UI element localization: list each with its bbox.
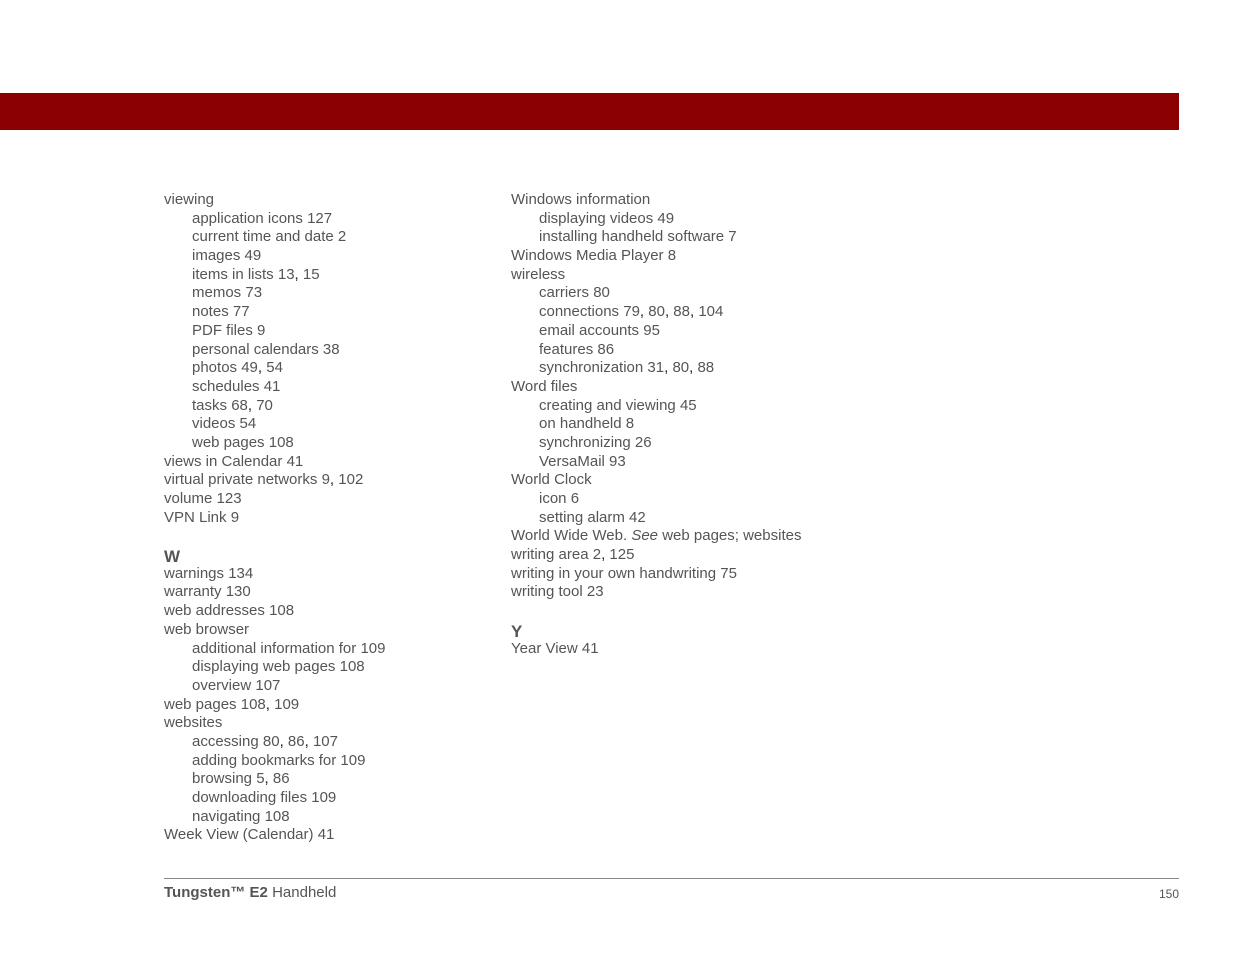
header-bar: [0, 93, 1179, 130]
page-references: [635, 434, 652, 451]
index-subentry: [511, 210, 911, 229]
page-references: [263, 733, 338, 750]
page-link[interactable]: 9: [321, 471, 330, 489]
index-term: email accounts: [539, 321, 640, 339]
page-link[interactable]: 80: [593, 284, 610, 302]
page-references: [226, 583, 251, 600]
index-subentry: [511, 509, 911, 528]
index-subentry: [511, 415, 911, 434]
index-term: tasks: [192, 396, 228, 414]
page-link[interactable]: 108: [264, 807, 290, 825]
page-link[interactable]: 9: [257, 321, 266, 339]
index-subentry: [164, 640, 494, 659]
page-link[interactable]: 80: [262, 732, 280, 750]
page-references: [322, 471, 364, 488]
page-references: [255, 677, 280, 694]
index-entry: [511, 378, 911, 397]
page-references: [256, 770, 289, 787]
page-references: [647, 359, 714, 376]
page-references: [269, 602, 294, 619]
index-term: web pages: [192, 433, 265, 451]
page-link[interactable]: 42: [629, 508, 646, 526]
page-references: [340, 752, 365, 769]
index-subentry: [164, 752, 494, 771]
index-column-left: [164, 191, 494, 845]
index-entry: [164, 565, 494, 584]
index-entry: [511, 640, 911, 659]
page-link[interactable]: 108: [269, 602, 295, 620]
page-link[interactable]: 8: [625, 415, 635, 433]
index-entry: [164, 621, 494, 640]
index-subentry: [164, 789, 494, 808]
index-term: websites: [164, 714, 223, 732]
page-references: [245, 284, 262, 301]
see-reference-label: See: [631, 527, 659, 545]
index-term: installing handheld software: [539, 228, 725, 246]
page-references: [657, 210, 674, 227]
page-references: [609, 453, 626, 470]
page-references: [257, 322, 265, 339]
page-link[interactable]: 2: [337, 228, 347, 246]
page-link[interactable]: 41: [286, 452, 304, 470]
page-link[interactable]: , 80: [640, 303, 665, 320]
page-references: [629, 509, 646, 526]
index-term: VPN Link: [164, 508, 227, 526]
index-entry: [511, 191, 911, 210]
index-subentry: [511, 397, 911, 416]
index-subentry: [164, 677, 494, 696]
page-link[interactable]: 41: [317, 826, 335, 844]
page-link[interactable]: 75: [720, 564, 737, 582]
index-entry: [164, 453, 494, 472]
page-link[interactable]: 31: [647, 359, 665, 377]
index-subentry: [511, 284, 911, 303]
page-link[interactable]: , 15: [295, 266, 320, 283]
page-references: [245, 247, 262, 264]
footer-brand: Tungsten™ E2: [164, 884, 268, 901]
page-link[interactable]: 73: [245, 284, 263, 302]
index-term: Year View: [511, 639, 578, 657]
page-link[interactable]: 93: [609, 452, 626, 470]
page-link[interactable]: 6: [570, 490, 580, 507]
index-subentry: [511, 490, 911, 509]
index-subentry: [164, 808, 494, 827]
index-letter-heading: W: [164, 547, 181, 567]
page-references: [623, 303, 723, 320]
index-subentry: [511, 228, 911, 247]
page-link[interactable]: , 70: [248, 397, 273, 414]
index-term: volume: [164, 490, 213, 507]
page-references: [593, 284, 610, 301]
page-references: [231, 509, 239, 526]
index-entry: [511, 565, 911, 584]
index-term: Windows information: [511, 191, 651, 208]
page-link[interactable]: 2: [592, 546, 602, 564]
index-term: warranty: [164, 583, 222, 601]
page-references: [323, 341, 340, 358]
page-references: [626, 415, 634, 432]
index-entry: [511, 266, 911, 285]
index-entry: [164, 714, 494, 733]
index-term: writing in your own handwriting: [511, 564, 717, 582]
page-link[interactable]: 109: [360, 639, 386, 657]
index-term: navigating: [192, 807, 261, 825]
index-subentry: [164, 359, 494, 378]
page-link[interactable]: 134: [228, 564, 254, 582]
index-term: setting alarm: [539, 508, 625, 526]
index-subentry: [164, 266, 494, 285]
index-entry: [511, 546, 911, 565]
page-references: [360, 640, 385, 657]
page-link[interactable]: 8: [667, 247, 677, 265]
page-references: [241, 696, 299, 713]
index-entry: [164, 826, 494, 845]
index-term: accessing: [192, 732, 259, 750]
index-term: views in Calendar: [164, 452, 283, 470]
footer-product: Handheld: [272, 884, 337, 901]
index-subentry: [164, 210, 494, 229]
page-link[interactable]: 49: [241, 359, 258, 377]
page-link[interactable]: , 104: [690, 303, 723, 320]
index-term: personal calendars: [192, 340, 319, 358]
index-term: Word files: [511, 377, 578, 395]
page-references: [318, 826, 335, 843]
page-link[interactable]: 49: [244, 247, 262, 265]
page-references: [287, 453, 304, 470]
page-references: [278, 266, 320, 283]
index-entry: [511, 583, 911, 602]
index-subentry: [511, 434, 911, 453]
index-term: warnings: [164, 564, 225, 582]
index-term: overview: [192, 676, 252, 694]
index-term: images: [192, 247, 241, 265]
page-link[interactable]: , 107: [305, 733, 338, 750]
page-link[interactable]: 68: [231, 396, 248, 414]
index-term: synchronizing: [539, 433, 631, 451]
page-link[interactable]: , 54: [258, 359, 283, 376]
page-link[interactable]: , 125: [601, 546, 634, 563]
index-entry: [164, 471, 494, 490]
page-references: [231, 397, 273, 414]
index-term: downloading files: [192, 789, 308, 806]
page-references: [217, 490, 242, 507]
page-link[interactable]: 108: [339, 658, 365, 676]
index-subentry: [164, 228, 494, 247]
index-entry: [164, 602, 494, 621]
page-link[interactable]: 127: [307, 209, 333, 227]
index-term: carriers: [539, 284, 590, 302]
index-term: virtual private networks: [164, 471, 318, 489]
index-term: displaying web pages: [192, 658, 336, 676]
index-term: application icons: [192, 209, 303, 227]
page-references: [307, 210, 332, 227]
index-subentry: [164, 434, 494, 453]
index-term: notes: [192, 303, 229, 321]
page-link[interactable]: 41: [263, 377, 281, 395]
index-term: additional information for: [192, 639, 357, 657]
page-link[interactable]: 26: [634, 433, 652, 451]
page-link[interactable]: 108: [268, 433, 294, 451]
index-term: connections: [539, 303, 620, 321]
index-entry: [164, 191, 494, 210]
page-link[interactable]: 23: [586, 583, 604, 601]
page-link[interactable]: , 86: [265, 770, 290, 787]
index-entry: [164, 490, 494, 509]
index-term: on handheld: [539, 415, 622, 433]
page-link[interactable]: 86: [597, 340, 615, 358]
index-term: items in lists: [192, 265, 274, 283]
page-link[interactable]: 45: [679, 396, 697, 414]
index-subentry: [511, 341, 911, 360]
page-references: [571, 490, 579, 507]
page-references: [720, 565, 737, 582]
footer-rule: [164, 878, 1179, 879]
index-subentry: [164, 397, 494, 416]
index-term: videos: [192, 415, 236, 433]
index-entry: [511, 471, 911, 490]
page-references: [338, 228, 346, 245]
index-entry: [511, 527, 911, 546]
page-link[interactable]: 13: [277, 265, 295, 283]
index-subentry: [164, 415, 494, 434]
page-link[interactable]: 109: [340, 751, 366, 769]
index-term: icon: [539, 490, 567, 507]
page-link[interactable]: 7: [728, 228, 737, 246]
page-references: [264, 378, 281, 395]
index-term: PDF files: [192, 321, 253, 339]
page-references: [643, 322, 660, 339]
page-references: [587, 583, 604, 600]
index-term: World Wide Web.: [511, 527, 628, 545]
index-term: browsing: [192, 770, 253, 788]
index-subentry: [164, 341, 494, 360]
page-number: 150: [1158, 887, 1179, 901]
page-link[interactable]: , 88: [689, 359, 714, 376]
page-references: [241, 359, 283, 376]
page-link[interactable]: 77: [232, 303, 250, 321]
page-link[interactable]: 108: [240, 695, 266, 713]
index-term: schedules: [192, 377, 260, 395]
index-term: creating and viewing: [539, 396, 676, 414]
page-link[interactable]: 9: [230, 508, 240, 526]
index-term: adding bookmarks for: [192, 751, 337, 769]
page-link[interactable]: 79: [623, 303, 640, 321]
index-term: writing area: [511, 546, 589, 564]
see-reference-target[interactable]: web pages; websites: [662, 527, 802, 545]
page-link[interactable]: 123: [216, 490, 242, 507]
index-term: features: [539, 340, 594, 358]
index-term: web addresses: [164, 602, 265, 620]
index-subentry: [511, 303, 911, 322]
page-link[interactable]: 130: [225, 583, 251, 601]
page-link[interactable]: 38: [322, 340, 340, 358]
page-link[interactable]: 49: [657, 209, 675, 227]
index-term: memos: [192, 284, 242, 302]
index-term: Week View (Calendar): [164, 826, 314, 844]
page-link[interactable]: 41: [581, 639, 599, 657]
index-term: current time and date: [192, 228, 334, 246]
index-subentry: [164, 378, 494, 397]
index-term: web pages: [164, 695, 237, 713]
page-link[interactable]: 54: [239, 415, 257, 433]
index-subentry: [164, 770, 494, 789]
page-references: [228, 565, 253, 582]
index-term: World Clock: [511, 471, 592, 489]
index-subentry: [164, 658, 494, 677]
index-term: Windows Media Player: [511, 247, 664, 265]
index-term: viewing: [164, 191, 215, 208]
index-letter-heading: Y: [511, 621, 523, 641]
index-column-right: [511, 191, 911, 658]
page-references: [233, 303, 250, 320]
page-references: [265, 808, 290, 825]
page-link[interactable]: 109: [311, 789, 337, 806]
index-term: wireless: [511, 265, 566, 283]
index-term: photos: [192, 359, 238, 377]
page-references: [728, 228, 736, 245]
index-subentry: [164, 284, 494, 303]
index-subentry: [511, 322, 911, 341]
page-link[interactable]: , 102: [330, 471, 363, 488]
index-term: displaying videos: [539, 209, 654, 227]
page-link[interactable]: , 88: [665, 303, 690, 320]
index-subentry: [164, 303, 494, 322]
page-references: [340, 658, 365, 675]
index-term: synchronization: [539, 359, 644, 377]
index-subentry: [164, 733, 494, 752]
index-entry: [164, 696, 494, 715]
index-subentry: [511, 453, 911, 472]
page-link[interactable]: 5: [256, 770, 265, 788]
page-references: [269, 434, 294, 451]
index-entry: [164, 583, 494, 602]
page-link[interactable]: 95: [643, 321, 660, 339]
page-references: [593, 546, 635, 563]
page-link[interactable]: , 109: [266, 696, 299, 713]
page-link[interactable]: , 80: [664, 359, 689, 376]
page-link[interactable]: 107: [255, 676, 281, 694]
index-subentry: [164, 322, 494, 341]
index-term: web browser: [164, 620, 250, 638]
index-term: VersaMail: [539, 452, 605, 470]
page-references: [582, 640, 599, 657]
page-link[interactable]: , 86: [280, 733, 305, 750]
index-entry: [164, 509, 494, 528]
index-subentry: [164, 247, 494, 266]
index-entry: [511, 247, 911, 266]
page-references: [680, 397, 697, 414]
footer-title: [164, 884, 336, 901]
page-references: [240, 415, 257, 432]
index-term: writing tool: [511, 583, 583, 601]
page-references: [597, 341, 614, 358]
page-references: [668, 247, 676, 264]
page-references: [311, 789, 336, 806]
index-subentry: [511, 359, 911, 378]
